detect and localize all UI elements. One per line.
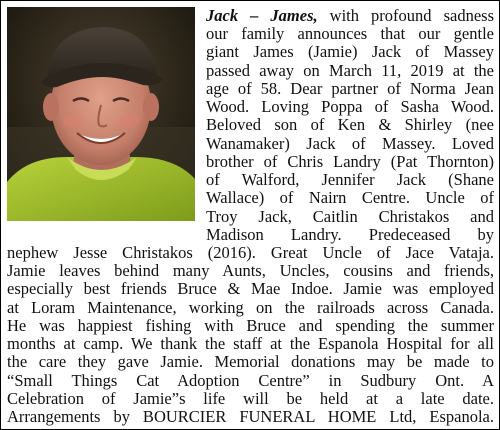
text-line-9: brother of Chris Landry (Pat Thornton) <box>206 151 494 171</box>
text-line-16: especially best friends Bruce & Mae Indoe. Jamie was employed <box>7 279 494 299</box>
text-line-23: Arrangements by BOURCIER FUNERAL HOME Ltd, Espanola. <box>7 407 494 426</box>
text-line-10: of Walford, Jennifer Jack (Shane <box>206 170 494 190</box>
text-line-22: Celebration of Jamie”s life will be held at a late date. <box>7 388 494 408</box>
text-line-6: Wood. Loving Poppa of Sasha Wood. <box>206 97 494 117</box>
text-line-3: giant James (Jamie) Jack of Massey <box>206 42 494 62</box>
deceased-name-heading: Jack – James, <box>206 6 318 25</box>
text-line-12: Troy Jack, Caitlin Christakos and <box>206 206 494 226</box>
text-line-18: He was happiest fishing with Bruce and spending the summer <box>7 315 494 335</box>
text-line-2: our family announces that our gentle <box>206 24 494 44</box>
text-line-15: Jamie leaves behind many Aunts, Uncles, cousins and friends, <box>7 261 494 281</box>
text-line-1 <box>206 7 494 24</box>
text-line-20: the care they gave Jamie. Memorial donations may be made to <box>7 352 494 372</box>
text-line-11: Wallace) of Nairn Centre. Uncle of <box>206 188 494 208</box>
text-line-8: Wanamaker) Jack of Massey. Loved <box>206 133 494 153</box>
text-line-17: at Loram Maintenance, working on the railroads across Canada. <box>7 297 494 317</box>
text-line-4: passed away on March 11, 2019 at the <box>206 60 494 80</box>
text-line-14: nephew Jesse Christakos (2016). Great Uncle of Jace Vataja. <box>7 242 494 262</box>
text-line-13: Madison Landry. Predeceased by <box>206 224 494 244</box>
portrait-illustration <box>7 7 195 221</box>
text-line-21: “Small Things Cat Adoption Centre” in Sudbury Ont. A <box>7 370 494 390</box>
portrait-photo <box>7 7 195 221</box>
text-line-7: Beloved son of Ken & Shirley (nee <box>206 115 494 135</box>
text-line-1-body: with profound sadness <box>317 6 494 25</box>
text-line-5: age of 58. Dear partner of Norma Jean <box>206 78 494 98</box>
text-line-19: months at camp. We thank the staff at the Espanola Hospital for all <box>7 334 494 354</box>
